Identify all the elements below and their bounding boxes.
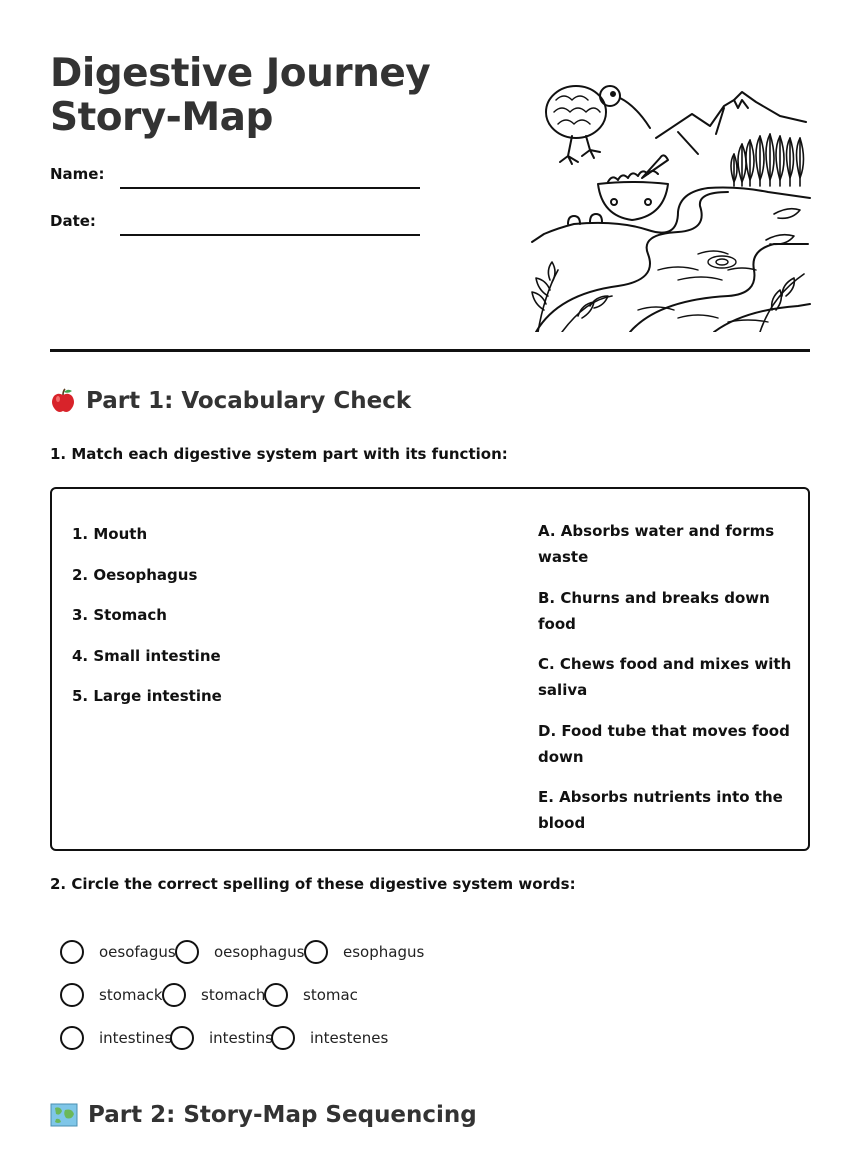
map-icon: [50, 1102, 78, 1128]
header-divider: [50, 349, 810, 352]
function-item[interactable]: E. Absorbs nutrients into the blood: [538, 788, 783, 832]
spelling-row: [60, 939, 425, 965]
parts-list: [72, 525, 222, 728]
answer-circle[interactable]: [304, 940, 328, 964]
part2-heading: [50, 1102, 477, 1128]
title-line-2: Story-Map: [50, 95, 273, 140]
function-item[interactable]: B. Churns and breaks down food: [538, 588, 770, 633]
question-1: 1. Match each digestive system part with its function:: [50, 445, 508, 463]
function-item[interactable]: A. Absorbs water and forms waste: [538, 522, 775, 566]
function-item[interactable]: C. Chews food and mixes with saliva: [538, 655, 792, 699]
part-item[interactable]: 5. Large intestine: [72, 687, 222, 705]
title-line-1: Digestive Journey: [50, 51, 431, 96]
answer-circle[interactable]: [264, 983, 288, 1007]
part1-heading-text: Part 1: Vocabulary Check: [86, 388, 412, 414]
functions-list: [538, 518, 798, 851]
spelling-option[interactable]: intestines: [99, 1029, 173, 1047]
spelling-row: [60, 982, 359, 1008]
date-label: Date:: [50, 212, 96, 230]
kiwi-river-landscape-illustration: [528, 74, 812, 332]
question-2: 2. Circle the correct spelling of these digestive system words:: [50, 875, 576, 893]
answer-circle[interactable]: [60, 940, 84, 964]
spelling-option[interactable]: stomach: [201, 986, 266, 1004]
part-item[interactable]: 1. Mouth: [72, 525, 148, 543]
answer-circle[interactable]: [175, 940, 199, 964]
spelling-option[interactable]: oesophagus: [214, 943, 305, 961]
spelling-option[interactable]: esophagus: [343, 943, 425, 961]
spelling-option[interactable]: oesofagus: [99, 943, 176, 961]
part-item[interactable]: 3. Stomach: [72, 606, 167, 624]
answer-circle[interactable]: [162, 983, 186, 1007]
answer-circle[interactable]: [60, 1026, 84, 1050]
answer-circle[interactable]: [271, 1026, 295, 1050]
date-field[interactable]: [120, 234, 420, 236]
part-item[interactable]: 4. Small intestine: [72, 646, 221, 665]
name-field[interactable]: [120, 187, 420, 189]
spelling-row: [60, 1025, 389, 1051]
spelling-option[interactable]: stomac: [303, 986, 358, 1004]
matching-box: [50, 487, 810, 851]
spelling-option[interactable]: intestins: [209, 1029, 273, 1047]
part1-heading: [50, 388, 411, 414]
spelling-option[interactable]: stomack: [99, 986, 163, 1004]
answer-circle[interactable]: [170, 1026, 194, 1050]
part-item[interactable]: 2. Oesophagus: [72, 565, 198, 584]
answer-circle[interactable]: [60, 983, 84, 1007]
apple-icon: [50, 388, 76, 414]
function-item[interactable]: D. Food tube that moves food down: [538, 721, 790, 766]
spelling-option[interactable]: intestenes: [310, 1029, 389, 1047]
name-label: Name:: [50, 165, 105, 183]
part2-heading-text: Part 2: Story-Map Sequencing: [88, 1102, 477, 1128]
worksheet-title: [50, 52, 470, 140]
